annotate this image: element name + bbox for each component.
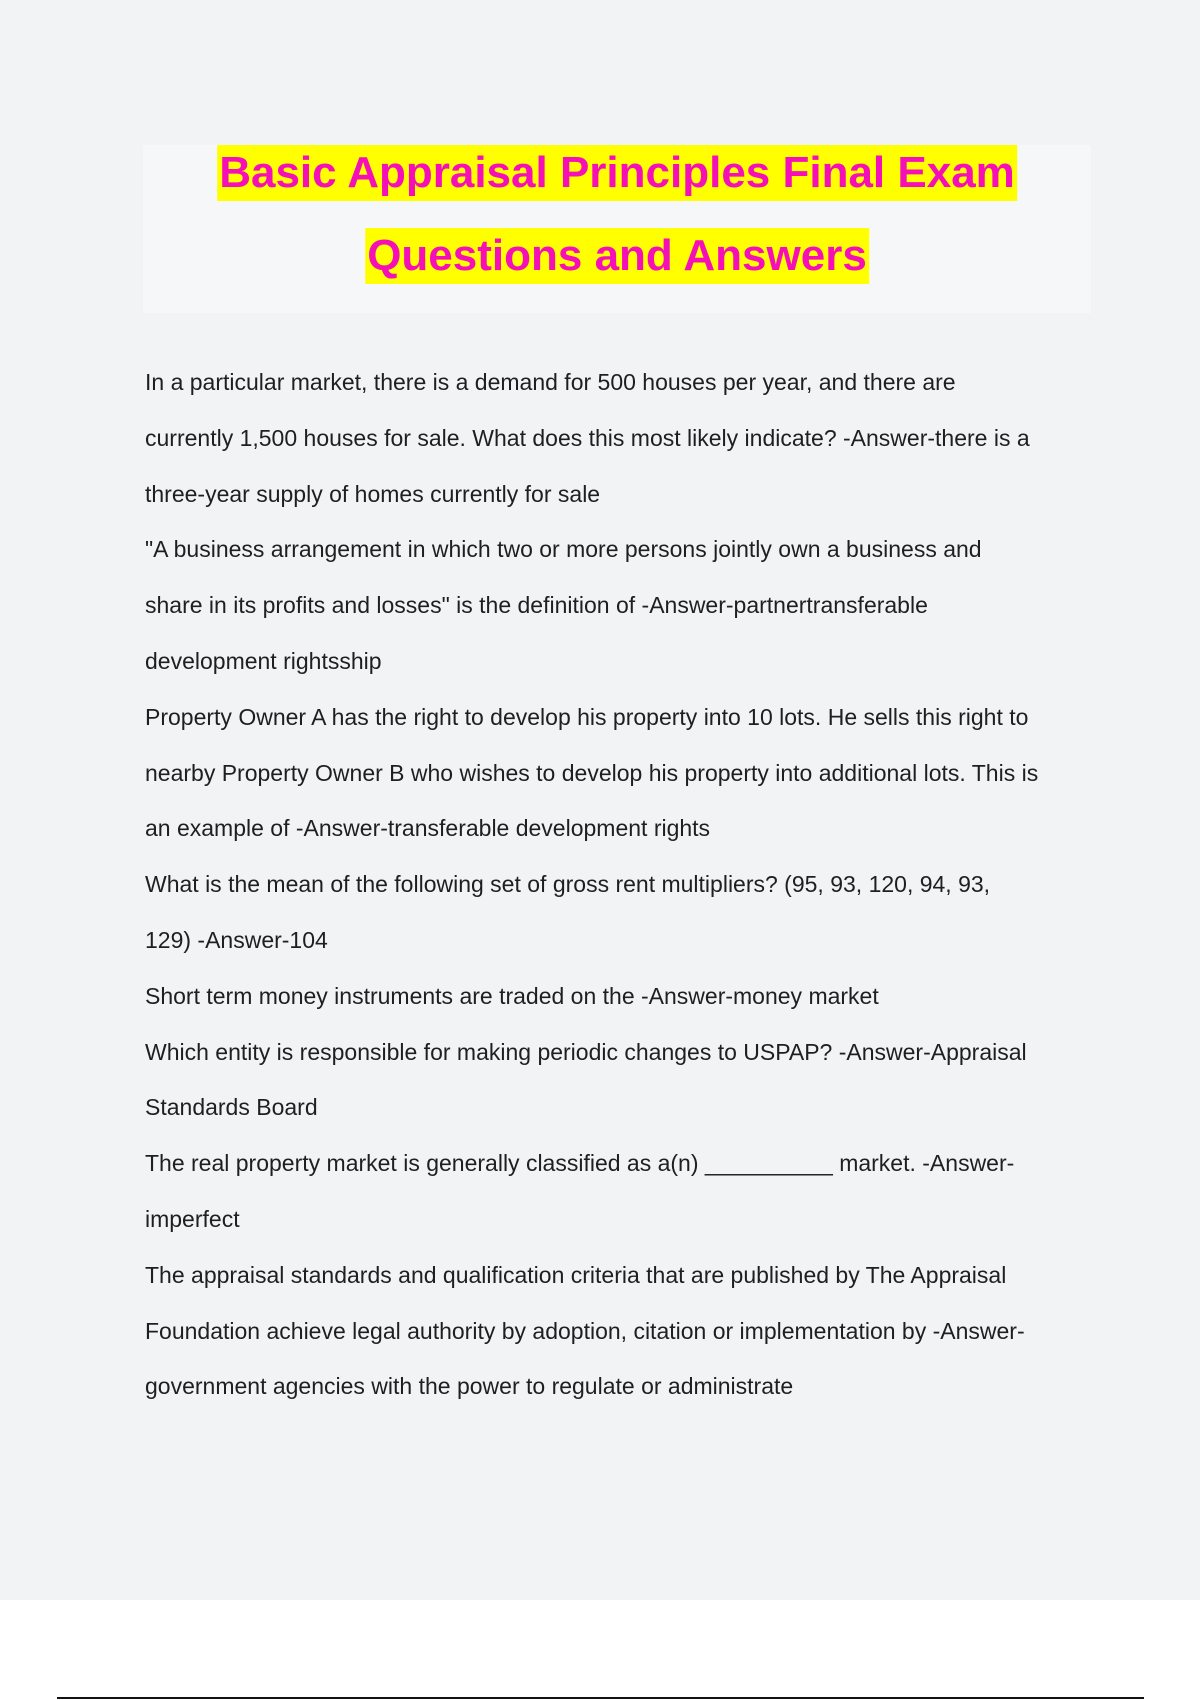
text-line: Foundation achieve legal authority by adoption, citation or implementation by -Answer-: [145, 1317, 1025, 1344]
text-line: 129) -Answer-104: [145, 926, 328, 953]
text-line: development rightsship: [145, 647, 382, 674]
text-line: three-year supply of homes currently for sale: [145, 480, 601, 507]
text-line: Which entity is responsible for making periodic changes to USPAP? -Answer-Appraisal: [145, 1038, 1027, 1065]
text-line: Standards Board: [145, 1094, 318, 1121]
qa-content: [145, 362, 1095, 1422]
text-line: imperfect: [145, 1205, 240, 1232]
document-title-line-1: Basic Appraisal Principles Final Exam: [217, 145, 1017, 201]
footer-divider: [57, 1697, 1144, 1699]
text-line: The appraisal standards and qualification criteria that are published by The Appraisal: [145, 1261, 1007, 1288]
text-line: The real property market is generally classified as a(n) __________ market. -Answer-: [145, 1150, 1015, 1177]
document-title-line-2: Questions and Answers: [365, 228, 869, 284]
text-line: Short term money instruments are traded on the -Answer-money market: [145, 982, 879, 1009]
text-line: currently 1,500 houses for sale. What does this most likely indicate? -Answer-there is a: [145, 424, 1030, 451]
text-line: In a particular market, there is a demand for 500 houses per year, and there are: [145, 369, 956, 395]
text-line: nearby Property Owner B who wishes to develop his property into additional lots. This is: [145, 759, 1039, 786]
text-line: "A business arrangement in which two or more persons jointly own a business and: [145, 536, 982, 563]
text-line: Property Owner A has the right to develop his property into 10 lots. He sells this right to: [145, 703, 1029, 730]
text-line: an example of -Answer-transferable development rights: [145, 815, 711, 842]
text-line: government agencies with the power to regulate or administrate: [145, 1373, 794, 1400]
text-line: What is the mean of the following set of gross rent multipliers? (95, 93, 120, 94, 93,: [145, 871, 991, 898]
text-line: share in its profits and losses" is the definition of -Answer-partnertransferable: [145, 592, 928, 619]
title-block: [143, 145, 1091, 313]
